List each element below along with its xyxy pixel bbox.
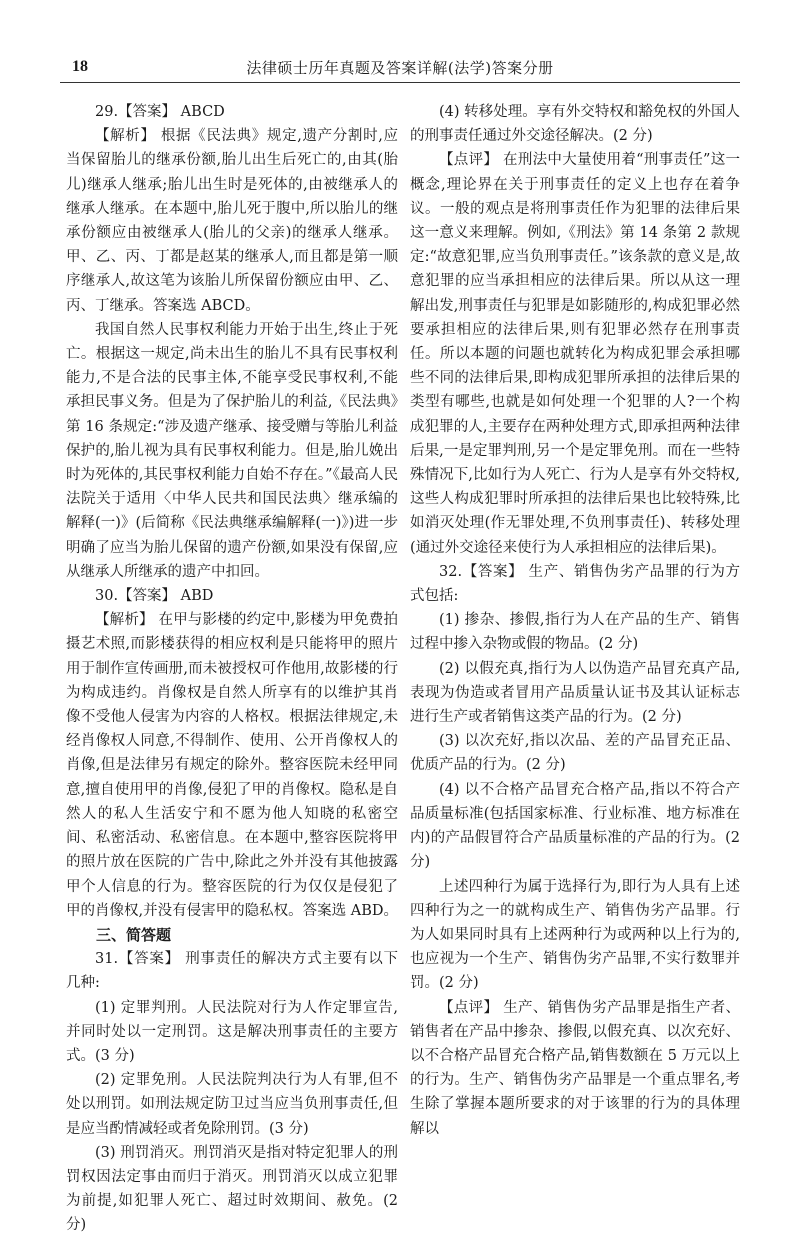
q31-item-1: (1) 定罪判刑。人民法院对行为人作定罪宣告,并同时处以一定刑罚。这是解决刑事责任的主要方式。(3 分) <box>66 999 398 1064</box>
section-title: 三、简答题 <box>96 925 172 944</box>
q32-comment: 【点评】 生产、销售伪劣产品罪是指生产者、销售者在产品中掺杂、掺假,以假充真、以次充好、以不合格产品冒充合格产品,销售数额在 5 万元以上的行为。生产、销售伪劣产品罪是一个重点罪名,考生除了掌握本题所要求的对于该罪的行为的具体理解以 <box>410 999 740 1137</box>
q30-answer: 30.【答案】 ABD <box>95 588 214 605</box>
q31-comment: 【点评】 在刑法中大量使用着“刑事责任”这一概念,理论界在关于刑事责任的定义上也存在着争议。一般的观点是将刑事责任作为犯罪的法律后果这一意义来理解。例如,《刑法》第 14 条第 2 款规定:“故意犯罪,应当负刑事责任。”该条款的意义是,故意犯罪的应当承担相应的法律后果。所以从这一理解出发,刑事责任与犯罪是如影随形的,构成犯罪必然要承担相应的法律后果,则有犯罪必然存在刑事责任。所以本题的问题也就转化为构成犯罪会承担哪些不同的法律后果,即构成犯罪所承担的法律后果的类型有哪些,也就是如何处理一个犯罪的人?一个构成犯罪的人,主要存在两种处理方式,即承担两种法律后果,一是定罪判刑,另一个是定罪免刑。而在一些特殊情况下,比如行为人死亡、行为人是享有外交特权,这些人构成犯罪时所承担的法律后果也比较特殊,比如消灭处理(作无罪处理,不负刑事责任)、转移处理(通过外交途径来使行为人承担相应的法律后果)。 <box>410 152 740 556</box>
q29-answer: 29.【答案】 ABCD <box>95 104 225 120</box>
q30-analysis: 【解析】 在甲与影楼的约定中,影楼为甲免费拍摄艺术照,而影楼获得的相应权利是只能将甲的照片用于制作宣传画册,而未被授权可作他用,故影楼的行为构成违约。肖像权是自然人所享有的以维护其肖像不受他人侵害为内容的人格权。根据法律规定,未经肖像权人同意,不得制作、使用、公开肖像权人的肖像,但是法律另有规定的除外。整容医院未经甲同意,擅自使用甲的肖像,侵犯了甲的肖像权。隐私是自然人的私人生活安宁和不愿为他人知晓的私密空间、私密活动、私密信息。在本题中,整容医院将甲的照片放在医院的广告中,除此之外并没有其他披露甲个人信息的行为。整容医院的行为仅仅是侵犯了甲的肖像权,并没有侵害甲的隐私权。答案选 ABD。 <box>66 612 398 919</box>
q31-item-3: (3) 刑罚消灭。刑罚消灭是指对特定犯罪人的刑罚权因法定事由而归于消灭。刑罚消灭以成立犯罪为前提,如犯罪人死亡、超过时效期间、赦免。(2 分) <box>66 1144 398 1234</box>
right-column <box>410 100 740 1141</box>
q32-item-1: (1) 掺杂、掺假,指行为人在产品的生产、销售过程中掺入杂物或假的物品。(2 分) <box>410 612 740 653</box>
q32-summary: 上述四种行为属于选择行为,即行为人具有上述四种行为之一的就构成生产、销售伪劣产品罪。行为人如果同时具有上述两种行为或两种以上行为的,也应视为一个生产、销售伪劣产品罪,不实行数罪并罚。(2 分) <box>410 878 740 992</box>
q32-answer: 32.【答案】 生产、销售伪劣产品罪的行为方式包括: <box>410 563 740 605</box>
q31-answer: 31.【答案】 刑事责任的解决方式主要有以下几种: <box>66 951 398 992</box>
q32-item-2: (2) 以假充真,指行为人以伪造产品冒充真产品,表现为伪造或者冒用产品质量认证书及其认证标志进行生产或者销售这类产品的行为。(2 分) <box>410 660 740 726</box>
q32-item-3: (3) 以次充好,指以次品、差的产品冒充正品、优质产品的行为。(2 分) <box>410 733 740 774</box>
page-number: 18 <box>72 58 88 75</box>
q29-analysis-2: 我国自然人民事权利能力开始于出生,终止于死亡。根据这一规定,尚未出生的胎儿不具有民事权利能力,不是合法的民事主体,不能享受民事权利,不能承担民事义务。但是为了保护胎儿的利益,《民法典》第 16 条规定:“涉及遗产继承、接受赠与等胎儿利益保护的,胎儿视为具有民事权利能力。但是,胎儿娩出时为死体的,其民事权利能力自始不存在。”《最高人民法院关于适用〈中华人民共和国民法典〉继承编的解释(一)》(后简称《民法典继承编解释(一)》)进一步明确了应当为胎儿保留的遗产份额,如果没有保留,应从继承人所继承的遗产中扣回。 <box>66 321 398 580</box>
header-rule <box>60 82 740 83</box>
q31-item-2: (2) 定罪免刑。人民法院判决行为人有罪,但不处以刑罚。如刑法规定防卫过当应当负刑事责任,但是应当酌情减轻或者免除刑罚。(3 分) <box>66 1072 398 1137</box>
running-title: 法律硕士历年真题及答案详解(法学)答案分册 <box>246 59 554 77</box>
q29-analysis-1: 【解析】 根据《民法典》规定,遗产分割时,应当保留胎儿的继承份额,胎儿出生后死亡的,由其(胎儿)继承人继承;胎儿出生时是死体的,由被继承人的继承人继承。在本题中,胎儿死于腹中,所以胎儿的继承份额应由被继承人(胎儿的父亲)的继承人继承。甲、乙、丙、丁都是赵某的继承人,而且都是第一顺序继承人,故这笔为该胎儿所保留份额应由甲、乙、丙、丁继承。答案选 ABCD。 <box>66 128 398 314</box>
q32-item-4: (4) 以不合格产品冒充合格产品,指以不符合产品质量标准(包括国家标准、行业标准、地方标准在内)的产品假冒符合产品质量标准的产品的行为。(2 分) <box>410 781 740 871</box>
q31-item-4: (4) 转移处理。享有外交特权和豁免权的外国人的刑事责任通过外交途径解决。(2 分) <box>410 104 740 145</box>
left-column <box>66 100 398 1238</box>
page-header <box>0 0 800 84</box>
